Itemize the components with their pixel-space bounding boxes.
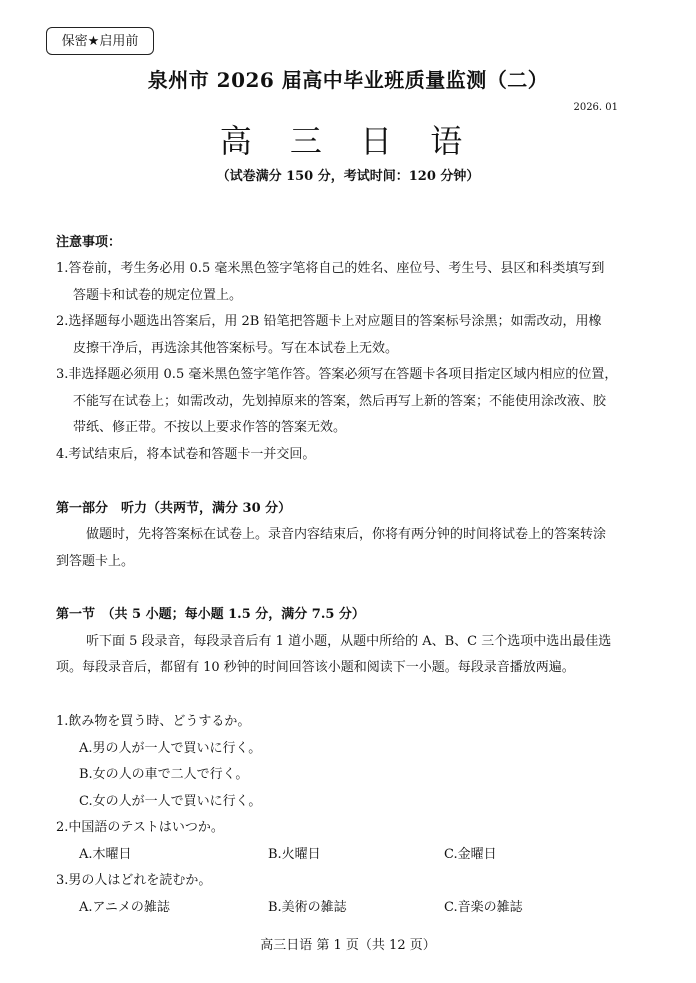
question-2-option-c: C.金曜日: [444, 847, 497, 862]
notice-line: 皮擦干净后，再选涂其他答案标号。写在本试卷上无效。: [73, 341, 399, 356]
exam-title: 泉州市 2026 届高中毕业班质量监测（二）: [147, 68, 549, 92]
notice-line: 4.考试结束后，将本试卷和答题卡一并交回。: [56, 447, 316, 462]
section1-instruction: 听下面 5 段录音，每段录音后有 1 道小题，从题中所给的 A、B、C 三个选项中选出最佳选: [86, 634, 612, 649]
part1-instruction: 到答题卡上。: [56, 554, 135, 569]
notice-heading: 注意事项：: [56, 235, 122, 250]
question-3-option-a: A.アニメの雑誌: [79, 900, 170, 915]
question-1: 1.飲み物を買う時、どうするか。: [56, 714, 251, 729]
section1-heading: 第一节 （共 5 小题；每小题 1.5 分，满分 7.5 分）: [56, 607, 365, 622]
question-1-option-c: C.女の人が一人で買いに行く。: [79, 794, 262, 809]
exam-meta: （试卷满分 150 分，考试时间：120 分钟）: [216, 169, 480, 184]
part1-heading: 第一部分 听力（共两节，满分 30 分）: [56, 501, 292, 516]
question-2-option-a: A.木曜日: [79, 847, 132, 862]
question-3: 3.男の人はどれを読むか。: [56, 873, 212, 888]
exam-date: 2026. 01: [573, 102, 618, 113]
question-3-option-b: B.美術の雑誌: [268, 900, 347, 915]
question-1-option-a: A.男の人が一人で買いに行く。: [79, 741, 262, 756]
question-2-option-b: B.火曜日: [268, 847, 321, 862]
question-2: 2.中国語のテストはいつか。: [56, 820, 224, 835]
notice-line: 1.答卷前，考生务必用 0.5 毫米黑色签字笔将自己的姓名、座位号、考生号、县区和科类填写到: [56, 261, 605, 276]
section1-instruction: 项。每段录音后，都留有 10 秒钟的时间回答该小题和阅读下一小题。每段录音播放两遍。: [56, 660, 575, 675]
notice-line: 不能写在试卷上；如需改动，先划掉原来的答案，然后再写上新的答案；不能使用涂改液、胶: [73, 394, 607, 409]
subject-title: 高 三 日 语: [219, 122, 477, 160]
part1-instruction: 做题时，先将答案标在试卷上。录音内容结束后，你将有两分钟的时间将试卷上的答案转涂: [86, 527, 607, 542]
question-1-option-b: B.女の人の車で二人で行く。: [79, 767, 249, 782]
confidential-badge: 保密★启用前: [46, 27, 154, 55]
page-footer: 高三日语 第 1 页（共 12 页）: [260, 938, 436, 953]
notice-line: 答题卡和试卷的规定位置上。: [73, 288, 243, 303]
question-3-option-c: C.音楽の雑誌: [444, 900, 523, 915]
notice-line: 2.选择题每小题选出答案后，用 2B 铅笔把答题卡上对应题目的答案标号涂黑；如需改动，用橡: [56, 314, 602, 329]
notice-line: 3.非选择题必须用 0.5 毫米黑色签字笔作答。答案必须写在答题卡各项目指定区域内相应的位置，: [56, 367, 618, 382]
notice-line: 带纸、修正带。不按以上要求作答的答案无效。: [73, 420, 347, 435]
